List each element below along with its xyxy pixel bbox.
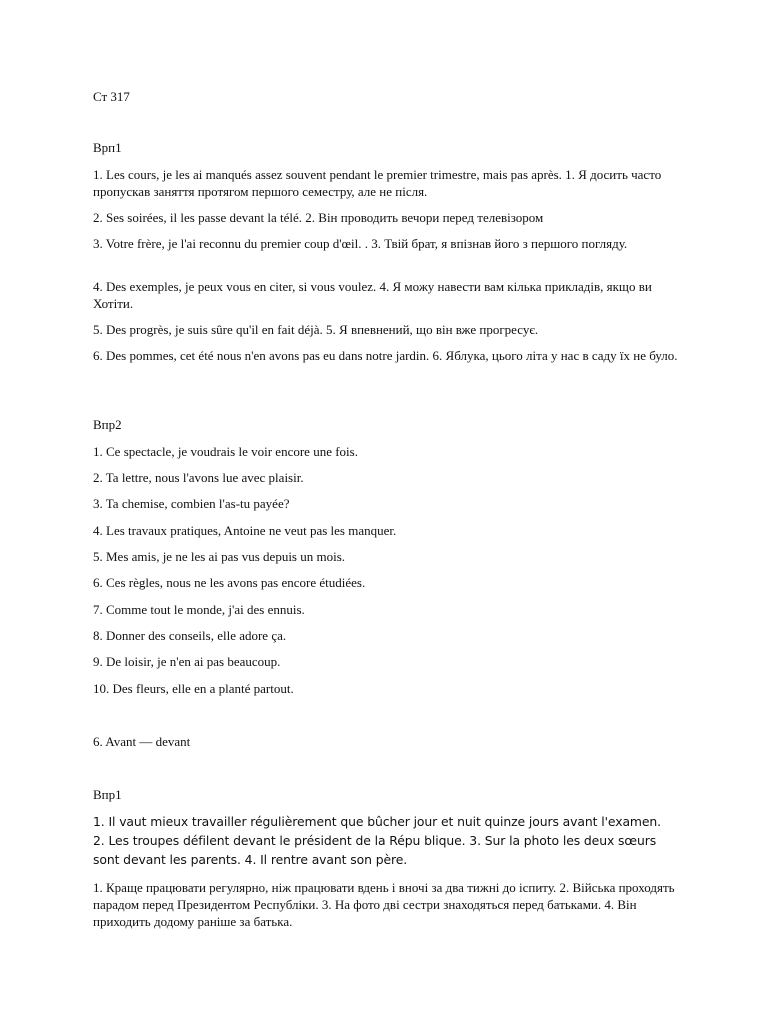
exercise-3-french-line-3: sont devant les parents. 4. Il rentre avant son père. <box>93 852 408 867</box>
page-reference: Ст 317 <box>93 89 130 104</box>
exercise-2-item-2: 2. Ta lettre, nous l'avons lue avec plaisir. <box>93 470 304 485</box>
exercise-2-item-4: 4. Les travaux pratiques, Antoine ne veut pas les manquer. <box>93 523 397 538</box>
section-title-avant-devant: 6. Avant — devant <box>93 734 191 749</box>
exercise-heading-1: Врп1 <box>93 140 122 155</box>
exercise-1-item-6: 6. Des pommes, cet été nous n'en avons pas eu dans notre jardin. 6. Яблука, цього літа у нас в саду їх не було. <box>93 348 678 363</box>
exercise-3-french-line-1: 1. Il vaut mieux travailler régulièrement que bûcher jour et nuit quinze jours avant l'examen. <box>93 814 662 829</box>
exercise-2-item-10: 10. Des fleurs, elle en a planté partout. <box>93 681 294 696</box>
exercise-2-item-7: 7. Comme tout le monde, j'ai des ennuis. <box>93 602 305 617</box>
exercise-2-item-5: 5. Mes amis, je ne les ai pas vus depuis un mois. <box>93 549 346 564</box>
exercise-1-item-2: 2. Ses soirées, il les passe devant la télé. 2. Він проводить вечори перед телевізором <box>93 210 544 225</box>
exercise-2-item-9: 9. De loisir, je n'en ai pas beaucoup. <box>93 654 281 669</box>
exercise-1-item-4: 4. Des exemples, je peux vous en citer, si vous voulez. 4. Я можу навести вам кілька прикладів, якщо ви Хотіти. <box>93 279 652 311</box>
exercise-1-item-5: 5. Des progrès, je suis sûre qu'il en fait déjà. 5. Я впевнений, що він вже прогресує. <box>93 322 539 337</box>
exercise-2-item-1: 1. Ce spectacle, je voudrais le voir encore une fois. <box>93 444 358 459</box>
exercise-2-item-6: 6. Ces règles, nous ne les avons pas encore étudiées. <box>93 575 366 590</box>
exercise-heading-3: Впр1 <box>93 787 122 802</box>
exercise-2-item-3: 3. Ta chemise, combien l'as-tu payée? <box>93 496 290 511</box>
exercise-1-item-3: 3. Votre frère, je l'ai reconnu du premier coup d'œil. . 3. Твій брат, я впізнав його з першого погляду. <box>93 236 628 251</box>
exercise-3-french-line-2: 2. Les troupes défilent devant le président de la Répu blique. 3. Sur la photo les deux sœurs <box>93 833 657 848</box>
exercise-3-ukrainian-translation: 1. Краще працювати регулярно, ніж працювати вдень і вночі за два тижні до іспиту. 2. Війська проходять парадом перед Президентом Республіки. 3. На фото дві сестри знаходяться перед батьками. 4. Він приходить додому раніше за батька. <box>93 880 675 929</box>
exercise-1-item-1: 1. Les cours, je les ai manqués assez souvent pendant le premier trimestre, mais pas après. 1. Я досить часто пропускав заняття протягом першого семестру, але не після. <box>93 167 662 199</box>
exercise-2-item-8: 8. Donner des conseils, elle adore ça. <box>93 628 287 643</box>
exercise-heading-2: Впр2 <box>93 417 122 432</box>
